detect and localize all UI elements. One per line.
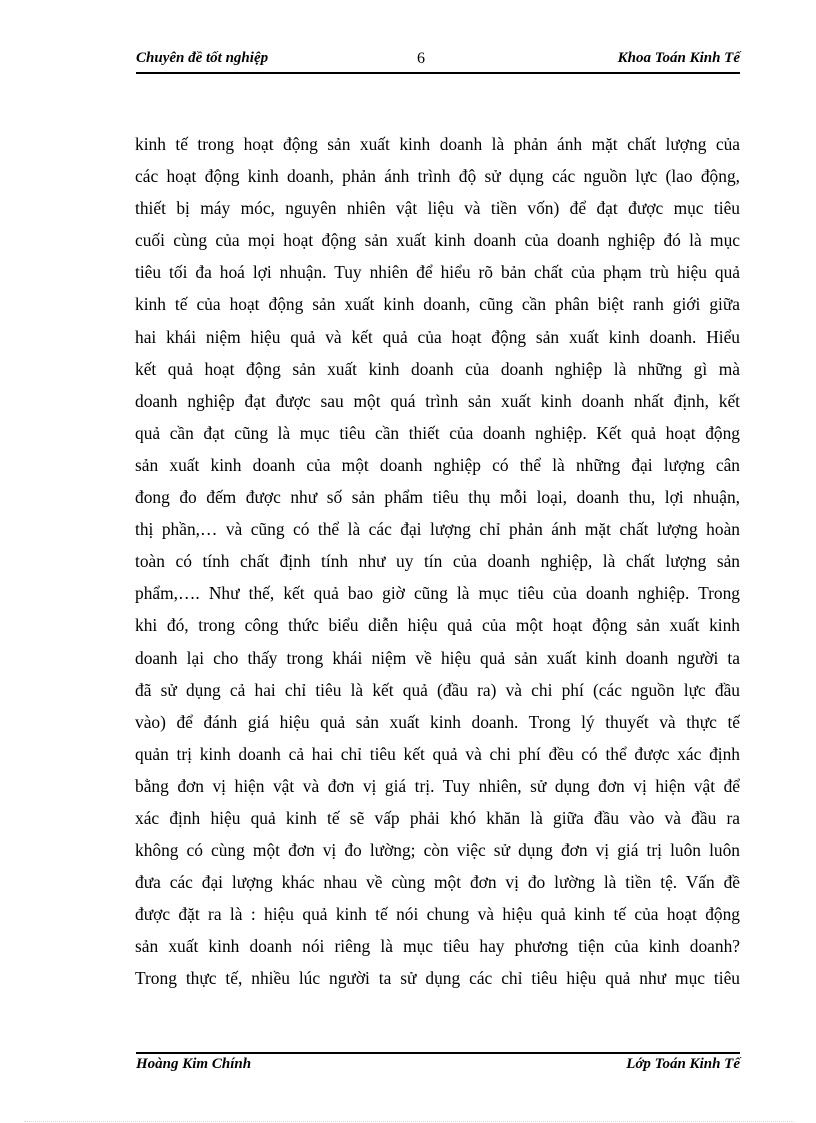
- text-line: bằng đơn vị hiện vật và đơn vị giá trị. Tuy nhiên, sử dụng đơn vị hiện vật để: [135, 775, 740, 796]
- text-line: đong đo đếm được như số sản phẩm tiêu thụ mỗi loại, doanh thu, lợi nhuận,: [135, 487, 740, 508]
- text-line: các hoạt động kinh doanh, phản ánh trình độ sử dụng các nguồn lực (lao động,: [135, 166, 740, 187]
- text-line: thiết bị máy móc, nguyên nhiên vật liệu và tiền vốn) để đạt được mục tiêu: [135, 198, 740, 219]
- text-line: sản xuất kinh doanh của một doanh nghiệp có thể là những đại lượng cân: [135, 454, 740, 475]
- header-divider: [136, 72, 740, 74]
- text-line: phẩm,…. Như thế, kết quả bao giờ cũng là mục tiêu của doanh nghiệp. Trong: [135, 583, 740, 604]
- text-line: được đặt ra là : hiệu quả kinh tế nói chung và hiệu quả kinh tế của hoạt động: [135, 904, 740, 925]
- text-line: hai khái niệm hiệu quả và kết quả của hoạt động sản xuất kinh doanh. Hiểu: [135, 326, 740, 347]
- footer-author: Hoàng Kim Chính: [136, 1056, 252, 1072]
- text-line: quản trị kinh doanh cả hai chỉ tiêu kết quả và chi phí đều có thể được xác định: [135, 743, 740, 764]
- text-line: xác định hiệu quả kinh tế sẽ vấp phải khó khăn là giữa đầu vào và đầu ra: [135, 807, 740, 828]
- page-header: [136, 50, 740, 72]
- text-line: thị phần,… và cũng có thể là các đại lượng chỉ phản ánh mặt chất lượng hoàn: [135, 519, 740, 540]
- header-document-type: Chuyên đề tốt nghiệp: [136, 50, 269, 66]
- text-line: khi đó, trong công thức biểu diễn hiệu quả của một hoạt động sản xuất kinh: [135, 615, 740, 636]
- text-line: kết quả hoạt động sản xuất kinh doanh của doanh nghiệp là những gì mà: [135, 358, 740, 379]
- text-line: toàn có tính chất định tính như uy tín của doanh nghiệp, là chất lượng sản: [135, 551, 740, 572]
- text-line: đưa các đại lượng khác nhau về cùng một đơn vị đo lường là tiền tệ. Vấn đề: [135, 872, 740, 893]
- text-line: kinh tế trong hoạt động sản xuất kinh doanh là phản ánh mặt chất lượng của: [135, 134, 740, 154]
- footer-class: Lớp Toán Kinh Tế: [626, 1056, 740, 1072]
- text-line: doanh lại cho thấy trong khái niệm về hiệu quả sản xuất kinh doanh người ta: [135, 647, 740, 668]
- page-footer: [136, 1056, 740, 1078]
- text-line: doanh nghiệp đạt được sau một quá trình sản xuất kinh doanh nhất định, kết: [135, 390, 740, 411]
- text-line: sản xuất kinh doanh nói riêng là mục tiêu hay phương tiện của kinh doanh?: [135, 936, 740, 957]
- text-line: không có cùng một đơn vị đo lường; còn việc sử dụng đơn vị giá trị luôn luôn: [135, 840, 740, 861]
- footer-divider: [136, 1052, 740, 1054]
- page-number: 6: [417, 50, 425, 67]
- text-line: kinh tế của hoạt động sản xuất kinh doanh, cũng cần phân biệt ranh giới giữa: [135, 294, 740, 315]
- text-line: tiêu tối đa hoá lợi nhuận. Tuy nhiên để hiểu rõ bản chất của phạm trù hiệu quả: [135, 262, 740, 283]
- text-line: đã sử dụng cả hai chỉ tiêu là kết quả (đầu ra) và chi phí (các nguồn lực đầu: [135, 679, 740, 700]
- text-line: vào) để đánh giá hiệu quả sản xuất kinh doanh. Trong lý thuyết và thực tế: [135, 711, 740, 732]
- header-faculty: Khoa Toán Kinh Tế: [617, 50, 740, 66]
- page-edge-divider: [24, 1121, 794, 1122]
- text-line: Trong thực tế, nhiều lúc người ta sử dụng các chỉ tiêu hiệu quả như mục tiêu: [135, 968, 740, 989]
- text-line: cuối cùng của mọi hoạt động sản xuất kinh doanh của doanh nghiệp đó là mục: [135, 230, 740, 251]
- body-paragraph: [135, 128, 740, 995]
- text-line: quả cần đạt cũng là mục tiêu cần thiết của doanh nghiệp. Kết quả hoạt động: [135, 422, 740, 443]
